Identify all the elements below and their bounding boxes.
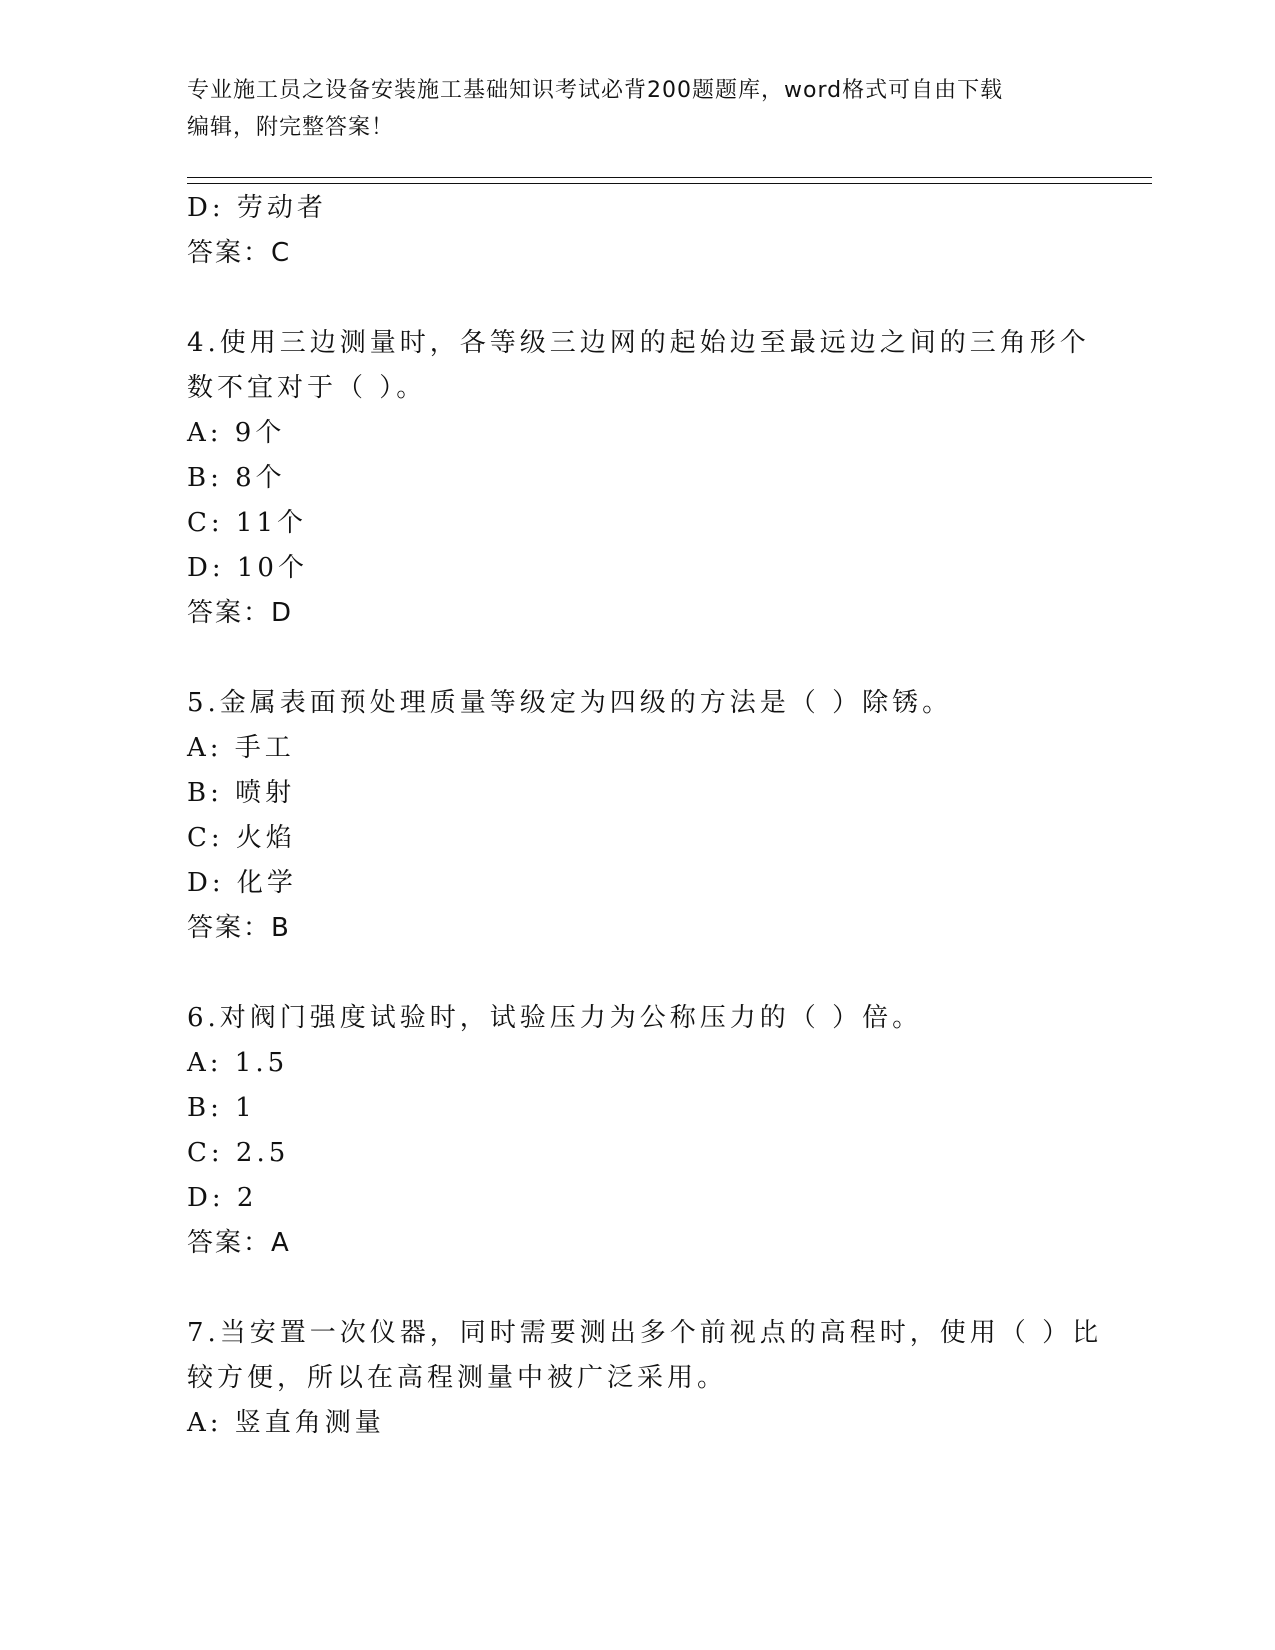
header-title-line-2: 编辑，附完整答案！ [187,115,395,140]
question-4-option-d: D: 10个 [187,553,308,583]
header-divider-top [187,177,1152,178]
question-6-answer: 答案：A [187,1228,291,1258]
question-5-option-c: C: 火焰 [187,823,296,853]
answer-line: 答案：C [187,238,292,268]
question-5-answer: 答案：B [187,913,291,943]
question-6-option-b: B: 1 [187,1093,256,1123]
question-6-stem-line-1: 6.对阀门强度试验时，试验压力为公称压力的（ ）倍。 [187,1003,923,1033]
question-7-stem-line-2: 较方便，所以在高程测量中被广泛采用。 [187,1363,728,1393]
question-6-option-c: C: 2.5 [187,1138,290,1168]
option-d: D: 劳动者 [187,193,327,223]
question-5-stem-line-1: 5.金属表面预处理质量等级定为四级的方法是（ ）除锈。 [187,688,953,718]
question-6-option-a: A: 1.5 [187,1048,289,1078]
question-6-option-d: D: 2 [187,1183,258,1213]
header-divider-bottom [187,183,1152,184]
question-4-answer: 答案：D [187,598,294,628]
question-5-option-a: A: 手工 [187,733,295,763]
document-header [187,72,1087,146]
question-4-stem-line-2: 数不宜对于（ ）。 [187,373,427,403]
question-5-option-b: B: 喷射 [187,778,296,808]
question-7-stem-line-1: 7.当安置一次仪器，同时需要测出多个前视点的高程时，使用（ ）比 [187,1318,1103,1348]
question-5-option-d: D: 化学 [187,868,297,898]
question-4-option-a: A: 9个 [187,418,286,448]
question-4-option-c: C: 11个 [187,508,308,538]
question-4-stem-line-1: 4.使用三边测量时，各等级三边网的起始边至最远边之间的三角形个 [187,328,1090,358]
header-title-line-1: 专业施工员之设备安装施工基础知识考试必背200题题库，word格式可自由下载 [187,78,1004,103]
question-4-option-b: B: 8个 [187,463,286,493]
question-7-option-a: A: 竖直角测量 [187,1408,385,1438]
